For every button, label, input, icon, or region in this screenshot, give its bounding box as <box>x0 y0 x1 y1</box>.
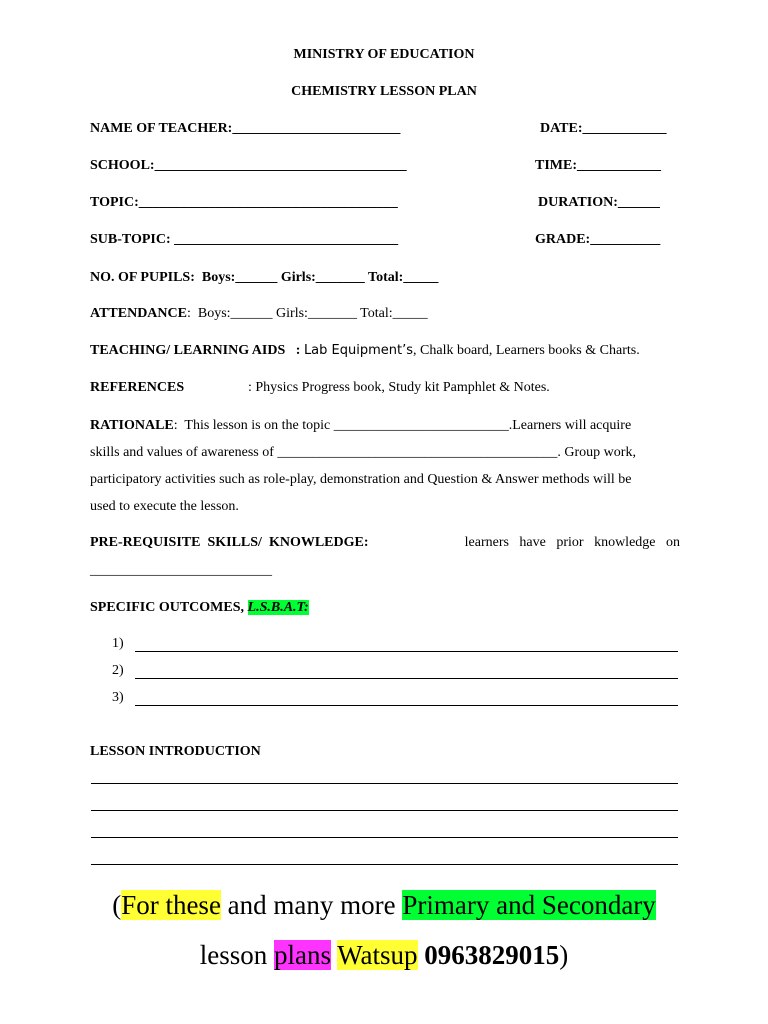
aids-line <box>90 343 680 359</box>
introduction-rule-3 <box>91 837 678 838</box>
references-line <box>90 380 680 396</box>
rationale-line-1 <box>90 418 680 434</box>
promo-open-paren: ( <box>112 890 122 920</box>
promo-lesson: lesson <box>199 940 274 970</box>
attendance-line <box>90 306 680 322</box>
duration-field: DURATION:______ <box>538 195 660 210</box>
outcome-number-3: 3) <box>112 690 124 705</box>
outcome-number-2: 2) <box>112 663 124 678</box>
promo-plans: plans <box>273 940 331 970</box>
promo-mid: and many more <box>220 890 403 920</box>
introduction-rule-4 <box>91 864 678 865</box>
grade-field: GRADE:__________ <box>535 232 661 247</box>
time-field: TIME:____________ <box>535 158 661 173</box>
pupils-field: NO. OF PUPILS: Boys:______ Girls:_______ Total:_____ <box>90 270 439 285</box>
prerequisite-blank: __________________________ <box>90 563 272 578</box>
attendance-label: ATTENDANCE <box>90 306 187 321</box>
promo-primary-secondary: Primary and Secondary <box>402 890 656 920</box>
promo-phone: 0963829015 <box>417 940 560 970</box>
promo-watsup: Watsup <box>337 940 418 970</box>
school-field: SCHOOL:____________________________________ <box>90 158 407 173</box>
aids-separator: : <box>285 343 304 358</box>
teacher-field: NAME OF TEACHER:________________________ <box>90 121 401 136</box>
ministry-heading: MINISTRY OF EDUCATION <box>293 47 475 62</box>
outcome-rule-3 <box>135 705 678 706</box>
subtopic-field: SUB-TOPIC: ________________________________ <box>90 232 399 247</box>
outcome-rule-2 <box>135 678 678 679</box>
rationale-line-4: used to execute the lesson. <box>90 499 239 514</box>
outcome-rule-1 <box>135 651 678 652</box>
outcomes-heading <box>90 600 680 616</box>
date-field: DATE:____________ <box>540 121 667 136</box>
outcome-number-1: 1) <box>112 636 124 651</box>
promo-for-these: For these <box>121 890 221 920</box>
document-title: CHEMISTRY LESSON PLAN <box>291 84 477 99</box>
rationale-line-3: participatory activities such as role-play, demonstration and Question & Answer methods will be <box>90 472 632 487</box>
rationale-line-2: skills and values of awareness of ________________________________________. Group work, <box>90 445 636 460</box>
topic-field: TOPIC:_____________________________________ <box>90 195 398 210</box>
rationale-text-1: : This lesson is on the topic _________________________.Learners will acquire <box>173 418 632 433</box>
aids-label: TEACHING/ LEARNING AIDS <box>90 343 286 358</box>
prerequisite-line <box>90 535 680 551</box>
introduction-rule-2 <box>91 810 678 811</box>
aids-equipment: Lab Equipment’s <box>303 343 414 358</box>
introduction-rule-1 <box>91 783 678 784</box>
attendance-values: : Boys:______ Girls:_______ Total:_____ <box>186 306 428 321</box>
references-text: : Physics Progress book, Study kit Pamphlet & Notes. <box>248 380 550 395</box>
rationale-label: RATIONALE <box>90 418 174 433</box>
prerequisite-label: PRE-REQUISITE SKILLS/ KNOWLEDGE: <box>90 535 369 550</box>
promo-line-1 <box>0 890 768 921</box>
outcomes-label: SPECIFIC OUTCOMES, <box>90 600 248 615</box>
lsbat-highlight: L.S.B.A.T: <box>247 600 309 615</box>
introduction-heading: LESSON INTRODUCTION <box>90 744 261 759</box>
promo-close-paren: ) <box>559 940 569 970</box>
aids-rest: , Chalk board, Learners books & Charts. <box>413 343 640 358</box>
references-label: REFERENCES <box>90 380 185 395</box>
prerequisite-text: learners have prior knowledge on <box>464 535 680 550</box>
promo-line-2 <box>0 940 768 971</box>
